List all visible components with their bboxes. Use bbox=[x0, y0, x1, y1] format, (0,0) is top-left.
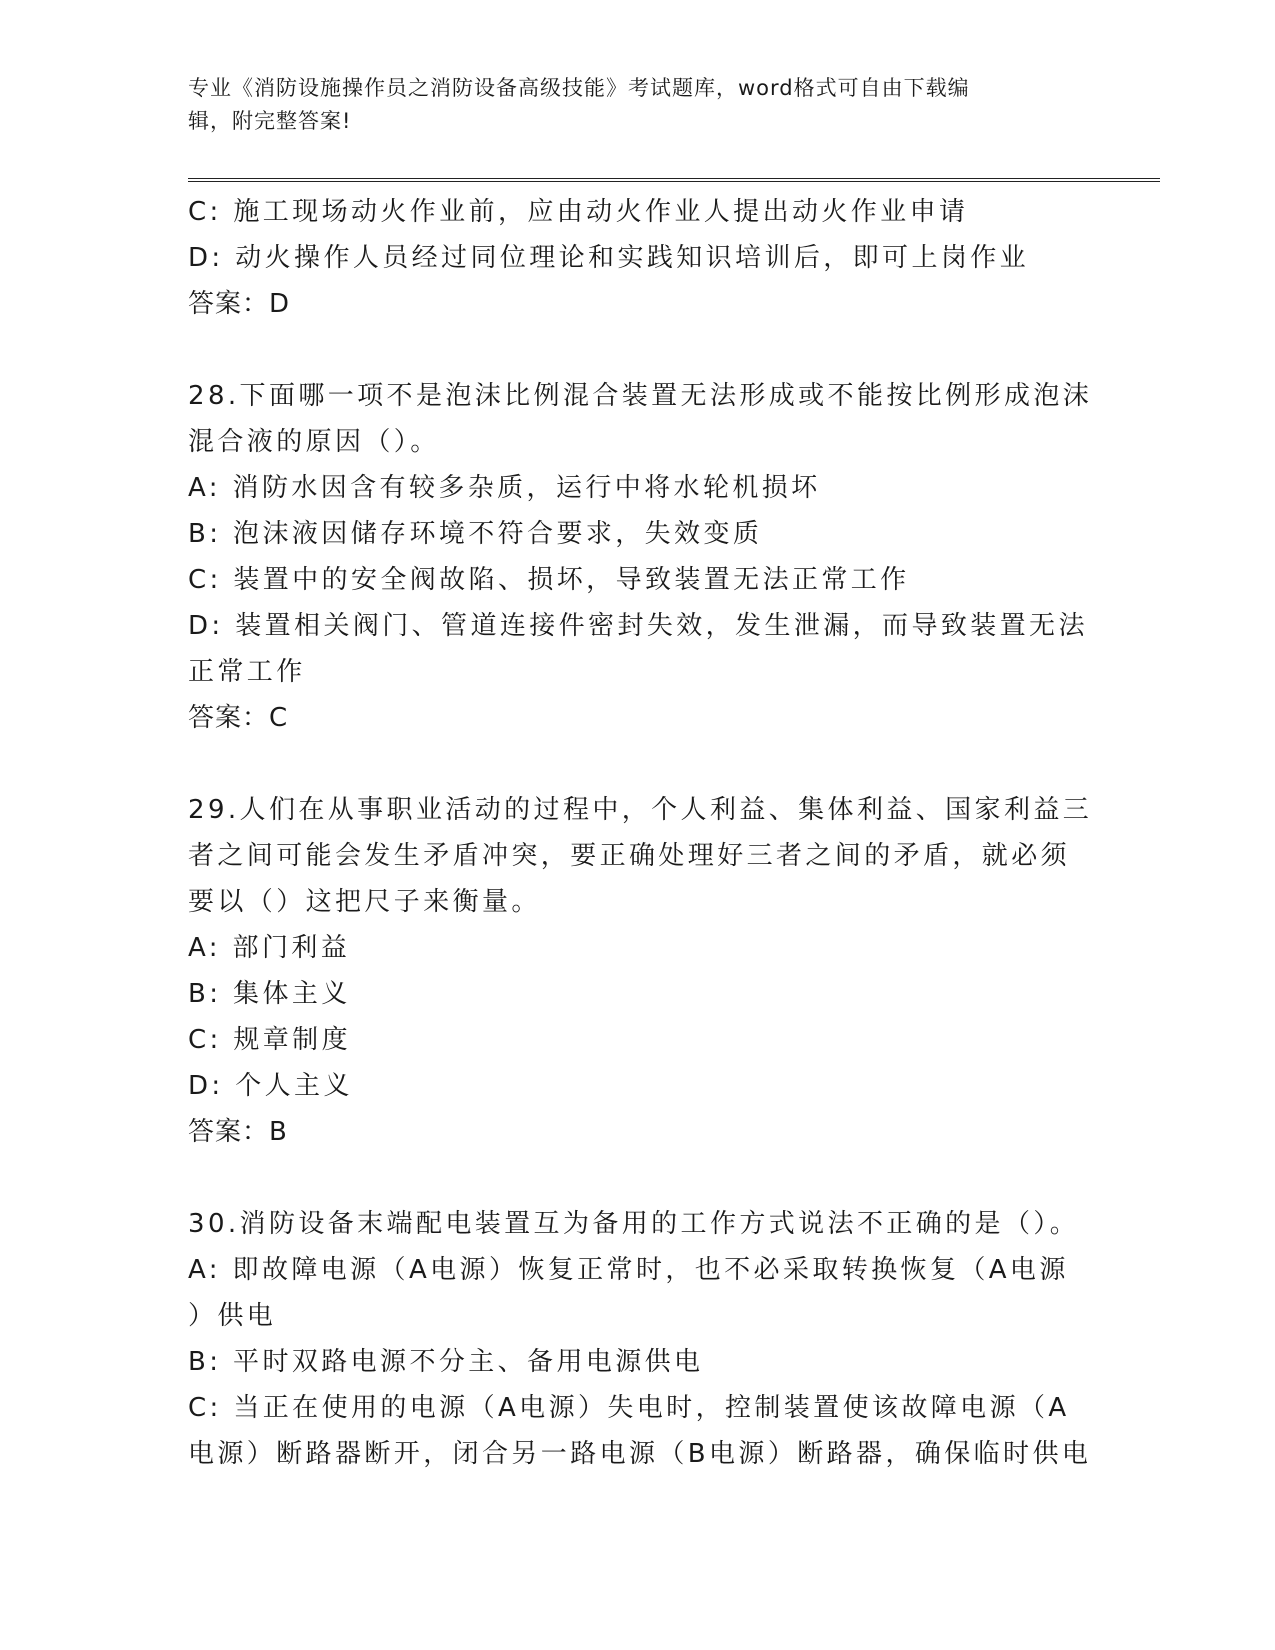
option-a: A: 部门利益 bbox=[188, 933, 351, 963]
option-a: A: 消防水因含有较多杂质，运行中将水轮机损坏 bbox=[188, 473, 821, 503]
option-d: D: 个人主义 bbox=[188, 1071, 353, 1101]
answer: 答案：C bbox=[188, 703, 289, 733]
option-a: ）供电 bbox=[188, 1301, 277, 1331]
option-b: B: 平时双路电源不分主、备用电源供电 bbox=[188, 1347, 704, 1377]
option-d: 正常工作 bbox=[188, 657, 306, 687]
option-c: C: 装置中的安全阀故陷、损坏，导致装置无法正常工作 bbox=[188, 565, 910, 595]
question-stem: 混合液的原因（）。 bbox=[188, 427, 440, 457]
header-line: 专业《消防设施操作员之消防设备高级技能》考试题库，word格式可自由下载编 bbox=[188, 76, 970, 100]
option-b: B: 集体主义 bbox=[188, 979, 351, 1009]
header-divider bbox=[188, 178, 1160, 182]
option-d: D: 动火操作人员经过同位理论和实践知识培训后，即可上岗作业 bbox=[188, 243, 1030, 273]
question-content bbox=[188, 189, 1093, 1477]
option-c: 电源）断路器断开，闭合另一路电源（B电源）断路器，确保临时供电 bbox=[188, 1439, 1092, 1469]
option-d: D: 装置相关阀门、管道连接件密封失效，发生泄漏，而导致装置无法 bbox=[188, 611, 1088, 641]
option-c: C: 当正在使用的电源（A电源）失电时，控制装置使该故障电源（A bbox=[188, 1393, 1070, 1423]
option-a: A: 即故障电源（A电源）恢复正常时，也不必采取转换恢复（A电源 bbox=[188, 1255, 1069, 1285]
option-c: C: 规章制度 bbox=[188, 1025, 351, 1055]
question-stem: 29.人们在从事职业活动的过程中，个人利益、集体利益、国家利益三 bbox=[188, 795, 1093, 825]
answer: 答案：B bbox=[188, 1117, 288, 1147]
question-stem: 28.下面哪一项不是泡沫比例混合装置无法形成或不能按比例形成泡沫 bbox=[188, 381, 1093, 411]
header-line: 辑，附完整答案! bbox=[188, 109, 352, 133]
question-stem: 者之间可能会发生矛盾冲突，要正确处理好三者之间的矛盾，就必须 bbox=[188, 841, 1071, 871]
option-b: B: 泡沫液因储存环境不符合要求，失效变质 bbox=[188, 519, 763, 549]
question-stem: 要以（）这把尺子来衡量。 bbox=[188, 887, 541, 917]
page-header bbox=[188, 72, 1088, 138]
option-c: C: 施工现场动火作业前，应由动火作业人提出动火作业申请 bbox=[188, 197, 969, 227]
question-stem: 30.消防设备末端配电装置互为备用的工作方式说法不正确的是（）。 bbox=[188, 1209, 1080, 1239]
answer: 答案：D bbox=[188, 289, 291, 319]
